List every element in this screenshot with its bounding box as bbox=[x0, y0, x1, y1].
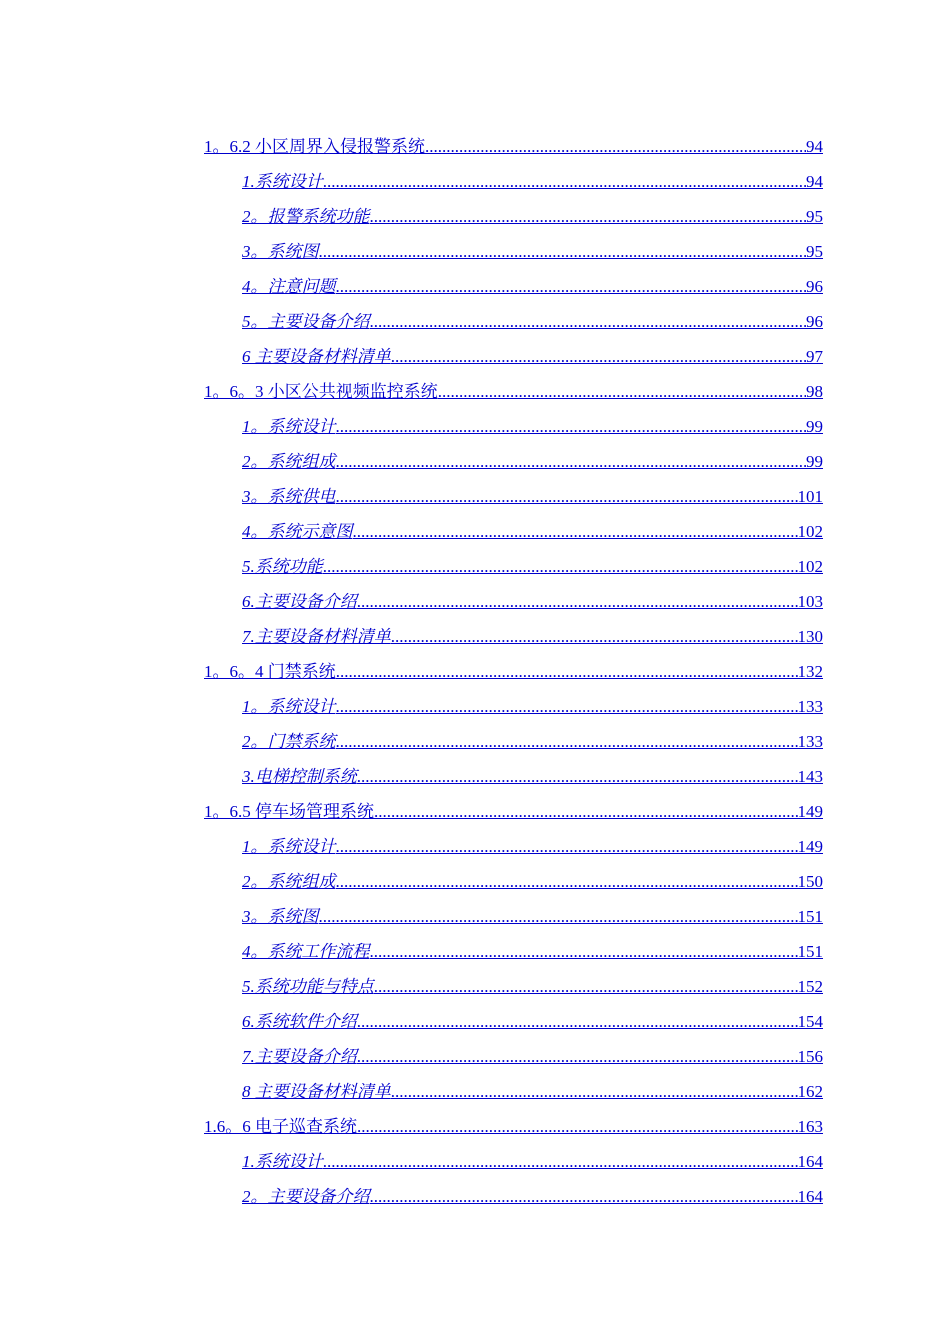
toc-page-number: 95 bbox=[806, 207, 823, 226]
toc-dot-leader bbox=[391, 619, 798, 654]
toc-dot-leader bbox=[336, 269, 807, 304]
toc-dot-leader bbox=[425, 129, 806, 164]
toc-entry-label: 1.系统设计 bbox=[242, 1152, 323, 1171]
toc-subsection-link[interactable] bbox=[204, 864, 823, 899]
toc-page-number: 149 bbox=[797, 802, 823, 821]
toc-dot-leader bbox=[374, 969, 798, 1004]
toc-subsection-link[interactable] bbox=[204, 1039, 823, 1074]
toc-dot-leader bbox=[336, 654, 798, 689]
toc-page-number: 163 bbox=[797, 1117, 823, 1136]
toc-entry-label: 6.系统软件介绍 bbox=[242, 1012, 357, 1031]
toc-entry-label: 5。主要设备介绍 bbox=[242, 312, 370, 331]
toc-page-number: 162 bbox=[797, 1082, 823, 1101]
toc-subsection-link[interactable] bbox=[204, 234, 823, 269]
toc-entry-label: 1.6。6 电子巡查系统 bbox=[204, 1117, 357, 1136]
toc-dot-leader bbox=[323, 1144, 798, 1179]
toc-entry-label: 3.电梯控制系统 bbox=[242, 767, 357, 786]
toc-subsection-link[interactable] bbox=[204, 269, 823, 304]
toc-page-number: 97 bbox=[806, 347, 823, 366]
toc-dot-leader bbox=[357, 584, 798, 619]
toc-page-number: 101 bbox=[797, 487, 823, 506]
toc-subsection-link[interactable] bbox=[204, 1074, 823, 1109]
toc-dot-leader bbox=[391, 339, 806, 374]
toc-entry-label: 1。系统设计 bbox=[242, 417, 336, 436]
toc-subsection-link[interactable] bbox=[204, 689, 823, 724]
toc-entry-label: 6 主要设备材料清单 bbox=[242, 347, 391, 366]
toc-subsection-link[interactable] bbox=[204, 514, 823, 549]
toc-subsection-link[interactable] bbox=[204, 304, 823, 339]
toc-entry-label: 3。系统图 bbox=[242, 907, 319, 926]
toc-dot-leader bbox=[438, 374, 806, 409]
toc-subsection-link[interactable] bbox=[204, 759, 823, 794]
toc-subsection-link[interactable] bbox=[204, 584, 823, 619]
toc-entry-label: 3。系统供电 bbox=[242, 487, 336, 506]
toc-entry-label: 5.系统功能 bbox=[242, 557, 323, 576]
toc-page-number: 99 bbox=[806, 452, 823, 471]
toc-dot-leader bbox=[323, 164, 806, 199]
toc-page-number: 164 bbox=[797, 1152, 823, 1171]
toc-entry-label: 1。系统设计 bbox=[242, 697, 336, 716]
toc-entry-label: 2。主要设备介绍 bbox=[242, 1187, 370, 1206]
toc-page-number: 151 bbox=[797, 942, 823, 961]
toc-section-link[interactable] bbox=[204, 374, 823, 409]
toc-dot-leader bbox=[323, 549, 798, 584]
table-of-contents bbox=[204, 129, 823, 1214]
toc-page-number: 152 bbox=[797, 977, 823, 996]
toc-page-number: 94 bbox=[806, 137, 823, 156]
toc-entry-label: 1。6.2 小区周界入侵报警系统 bbox=[204, 137, 425, 156]
toc-dot-leader bbox=[336, 444, 807, 479]
toc-subsection-link[interactable] bbox=[204, 619, 823, 654]
toc-dot-leader bbox=[357, 1109, 798, 1144]
toc-subsection-link[interactable] bbox=[204, 724, 823, 759]
toc-entry-label: 4。注意问题 bbox=[242, 277, 336, 296]
toc-dot-leader bbox=[353, 514, 798, 549]
toc-section-link[interactable] bbox=[204, 794, 823, 829]
toc-page-number: 164 bbox=[797, 1187, 823, 1206]
toc-subsection-link[interactable] bbox=[204, 479, 823, 514]
toc-subsection-link[interactable] bbox=[204, 829, 823, 864]
toc-entry-label: 2。门禁系统 bbox=[242, 732, 336, 751]
toc-dot-leader bbox=[374, 794, 798, 829]
toc-dot-leader bbox=[336, 479, 798, 514]
toc-section-link[interactable] bbox=[204, 129, 823, 164]
toc-dot-leader bbox=[357, 1039, 798, 1074]
toc-subsection-link[interactable] bbox=[204, 164, 823, 199]
toc-entry-label: 8 主要设备材料清单 bbox=[242, 1082, 391, 1101]
toc-dot-leader bbox=[370, 199, 807, 234]
toc-page-number: 96 bbox=[806, 312, 823, 331]
toc-dot-leader bbox=[357, 759, 798, 794]
toc-page-number: 95 bbox=[806, 242, 823, 261]
toc-subsection-link[interactable] bbox=[204, 444, 823, 479]
toc-entry-label: 1。6。4 门禁系统 bbox=[204, 662, 336, 681]
toc-dot-leader bbox=[370, 304, 807, 339]
toc-page-number: 149 bbox=[797, 837, 823, 856]
toc-dot-leader bbox=[336, 689, 798, 724]
toc-dot-leader bbox=[391, 1074, 798, 1109]
toc-page-number: 102 bbox=[797, 557, 823, 576]
toc-dot-leader bbox=[336, 409, 807, 444]
toc-dot-leader bbox=[370, 934, 798, 969]
toc-dot-leader bbox=[336, 724, 798, 759]
toc-subsection-link[interactable] bbox=[204, 1179, 823, 1214]
toc-page-number: 132 bbox=[797, 662, 823, 681]
toc-page-number: 130 bbox=[797, 627, 823, 646]
toc-dot-leader bbox=[336, 864, 798, 899]
toc-dot-leader bbox=[319, 899, 798, 934]
toc-dot-leader bbox=[319, 234, 807, 269]
toc-section-link[interactable] bbox=[204, 654, 823, 689]
toc-entry-label: 1。系统设计 bbox=[242, 837, 336, 856]
toc-dot-leader bbox=[357, 1004, 798, 1039]
toc-subsection-link[interactable] bbox=[204, 199, 823, 234]
toc-page-number: 151 bbox=[797, 907, 823, 926]
toc-page-number: 99 bbox=[806, 417, 823, 436]
toc-entry-label: 3。系统图 bbox=[242, 242, 319, 261]
toc-section-link[interactable] bbox=[204, 1109, 823, 1144]
toc-entry-label: 1。6.5 停车场管理系统 bbox=[204, 802, 374, 821]
toc-entry-label: 1。6。3 小区公共视频监控系统 bbox=[204, 382, 438, 401]
toc-page-number: 94 bbox=[806, 172, 823, 191]
toc-entry-label: 2。系统组成 bbox=[242, 452, 336, 471]
toc-page-number: 154 bbox=[797, 1012, 823, 1031]
toc-entry-label: 5.系统功能与特点 bbox=[242, 977, 374, 996]
toc-page-number: 103 bbox=[797, 592, 823, 611]
toc-page-number: 96 bbox=[806, 277, 823, 296]
toc-subsection-link[interactable] bbox=[204, 549, 823, 584]
toc-page-number: 133 bbox=[797, 732, 823, 751]
toc-page-number: 156 bbox=[797, 1047, 823, 1066]
toc-entry-label: 7.主要设备材料清单 bbox=[242, 627, 391, 646]
toc-entry-label: 1.系统设计 bbox=[242, 172, 323, 191]
toc-page-number: 102 bbox=[797, 522, 823, 541]
toc-entry-label: 4。系统工作流程 bbox=[242, 942, 370, 961]
toc-entry-label: 2。系统组成 bbox=[242, 872, 336, 891]
toc-dot-leader bbox=[370, 1179, 798, 1214]
toc-entry-label: 7.主要设备介绍 bbox=[242, 1047, 357, 1066]
toc-entry-label: 2。报警系统功能 bbox=[242, 207, 370, 226]
toc-subsection-link[interactable] bbox=[204, 934, 823, 969]
toc-page-number: 98 bbox=[806, 382, 823, 401]
toc-page-number: 143 bbox=[797, 767, 823, 786]
toc-subsection-link[interactable] bbox=[204, 1144, 823, 1179]
toc-page-number: 150 bbox=[797, 872, 823, 891]
toc-page-number: 133 bbox=[797, 697, 823, 716]
toc-subsection-link[interactable] bbox=[204, 969, 823, 1004]
toc-subsection-link[interactable] bbox=[204, 1004, 823, 1039]
toc-entry-label: 6.主要设备介绍 bbox=[242, 592, 357, 611]
toc-subsection-link[interactable] bbox=[204, 339, 823, 374]
toc-entry-label: 4。系统示意图 bbox=[242, 522, 353, 541]
toc-dot-leader bbox=[336, 829, 798, 864]
toc-subsection-link[interactable] bbox=[204, 409, 823, 444]
toc-subsection-link[interactable] bbox=[204, 899, 823, 934]
